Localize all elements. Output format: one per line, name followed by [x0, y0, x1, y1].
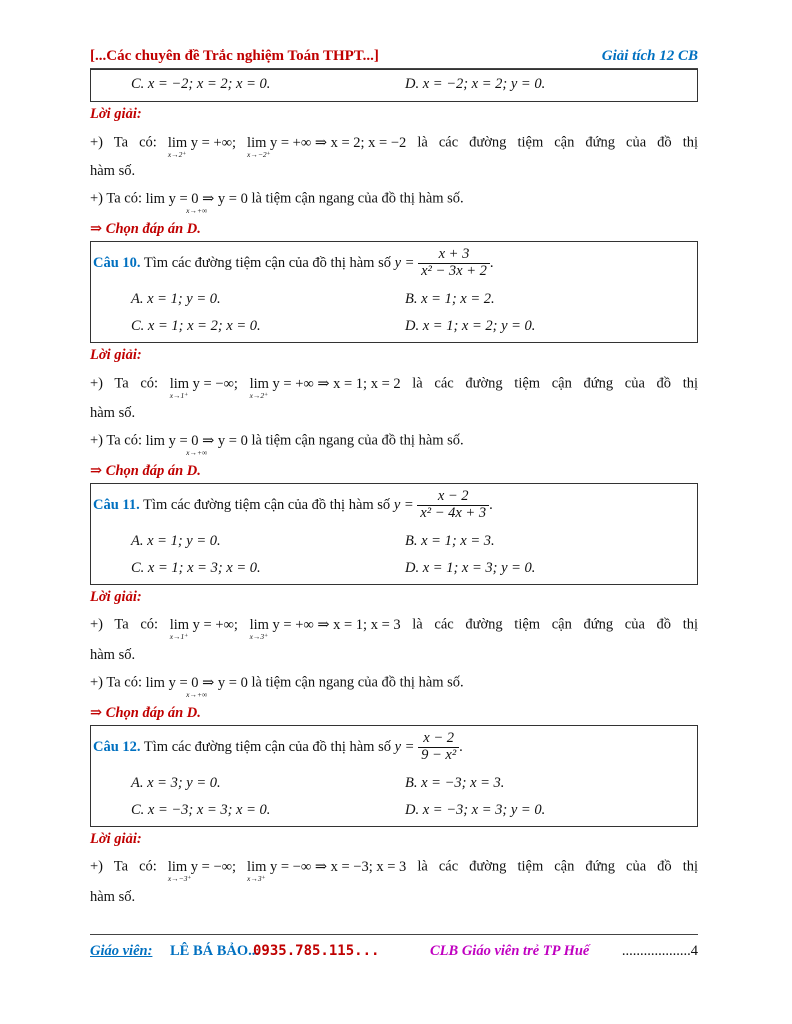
- page-number: ...................4: [621, 943, 698, 959]
- limit-sub: x→−2⁺: [247, 149, 271, 159]
- solution-line: [90, 430, 698, 457]
- question-text: Tìm các đường tiệm cận của đồ thị hàm số: [143, 738, 391, 755]
- solution-heading: Lời giải:: [90, 831, 142, 847]
- denominator: x² − 4x + 3: [420, 504, 487, 521]
- function-lhs: y =: [394, 254, 415, 271]
- limit: [170, 618, 238, 640]
- limit: [146, 676, 248, 698]
- limit-expr: lim y = +∞ ⇒ x = 1; x = 2: [249, 376, 401, 392]
- text: +) Ta có:: [90, 375, 159, 392]
- text: +) Ta có:: [90, 674, 142, 691]
- answer-choice: ⇒ Chọn đáp án D.: [90, 463, 201, 479]
- question-stem: Câu 10. Tìm các đường tiệm cận của đồ thị hàm số y = $\frac{x + 3}{\text{x² − 3x + 2}}$ .: [93, 246, 494, 279]
- text: là tiệm cận ngang của đồ thị hàm số.: [251, 432, 464, 449]
- solution-line: [90, 132, 699, 159]
- limit: [168, 860, 236, 882]
- denominator: 9 − x²: [421, 746, 457, 763]
- footer-club: CLB Giáo viên trẻ TP Huế: [430, 943, 590, 959]
- numerator: x − 2: [418, 731, 459, 748]
- limit: [250, 377, 401, 399]
- option-d: D. x = 1; x = 3; y = 0.: [405, 560, 536, 576]
- text: +) Ta có:: [90, 858, 157, 875]
- text: +) Ta có:: [90, 432, 142, 449]
- question-text: Tìm các đường tiệm cận của đồ thị hàm số: [143, 254, 391, 271]
- limit-sub: x→3⁺: [247, 873, 266, 883]
- solution-line: [90, 188, 698, 215]
- option-d: D. x = 1; x = 2; y = 0.: [405, 318, 536, 334]
- answer-choice: ⇒ Chọn đáp án D.: [90, 221, 201, 237]
- denominator: x² − 3x + 2: [421, 262, 487, 279]
- footer-teacher-label: Giáo viên:: [90, 943, 153, 959]
- option-a: A. x = 1; y = 0.: [131, 533, 221, 549]
- solution-line: [90, 856, 699, 883]
- solution-heading: Lời giải:: [90, 589, 142, 605]
- text: là các đường tiệm cận đứng của đồ thị: [412, 616, 699, 633]
- question-label: Câu 10.: [93, 254, 141, 271]
- page-header: [90, 46, 698, 69]
- function-lhs: y =: [394, 738, 415, 755]
- limit-sub: x→3⁺: [249, 631, 269, 641]
- limit-expr: lim y = +∞;: [167, 135, 237, 151]
- solution-line: hàm số.: [90, 405, 136, 421]
- limit-expr: lim y = −∞;: [167, 859, 237, 875]
- limit-sub: x→+∞: [186, 447, 208, 457]
- limit-expr: lim y = +∞ ⇒ x = 1; x = 3: [249, 617, 401, 633]
- page-footer: [90, 934, 698, 965]
- limit-expr: lim y = −∞ ⇒ x = −3; x = 3: [247, 859, 407, 875]
- solution-heading: Lời giải:: [90, 347, 142, 363]
- text: là các đường tiệm cận đứng của đồ thị: [417, 134, 699, 151]
- option-c: C. x = 1; x = 2; x = 0.: [131, 318, 261, 334]
- option-a: A. x = 3; y = 0.: [131, 775, 221, 791]
- option-b: B. x = 1; x = 2.: [405, 291, 495, 307]
- question-10-box: [90, 241, 698, 343]
- limit-expr: lim y = +∞;: [169, 617, 238, 633]
- limit-expr: lim y = +∞ ⇒ x = 2; x = −2: [247, 135, 407, 151]
- function-fraction: [418, 247, 490, 280]
- option-a: A. x = 1; y = 0.: [131, 291, 221, 307]
- option-c: C. x = −2; x = 2; x = 0.: [131, 76, 271, 92]
- option-b: B. x = −3; x = 3.: [405, 775, 505, 791]
- limit-sub: x→+∞: [186, 205, 208, 215]
- text: là tiệm cận ngang của đồ thị hàm số.: [251, 190, 464, 207]
- limit: [146, 434, 248, 456]
- option-c: C. x = 1; x = 3; x = 0.: [131, 560, 261, 576]
- solution-line: hàm số.: [90, 647, 136, 663]
- question-12-box: [90, 725, 698, 827]
- limit-sub: x→1⁺: [169, 390, 189, 400]
- option-c: C. x = −3; x = 3; x = 0.: [131, 802, 271, 818]
- text: +) Ta có:: [90, 616, 159, 633]
- header-subject: Giải tích 12 CB: [601, 48, 698, 64]
- limit-sub: x→−3⁺: [167, 873, 192, 883]
- function-fraction: [418, 731, 459, 764]
- option-d: D. x = −2; x = 2; y = 0.: [405, 76, 546, 92]
- limit: [168, 136, 236, 158]
- solution-line: [90, 672, 698, 699]
- limit-sub: x→1⁺: [169, 631, 189, 641]
- footer-teacher-name: LÊ BÁ BẢO...: [170, 943, 260, 959]
- limit-expr: lim y = 0 ⇒ y = 0: [145, 433, 248, 449]
- option-b: B. x = 1; x = 3.: [405, 533, 495, 549]
- limit-sub: x→2⁺: [167, 149, 187, 159]
- text: +) Ta có:: [90, 190, 142, 207]
- limit-sub: x→+∞: [186, 689, 208, 699]
- limit: [170, 377, 238, 399]
- question-9-box: [90, 69, 698, 102]
- solution-line: hàm số.: [90, 889, 136, 905]
- option-d: D. x = −3; x = 3; y = 0.: [405, 802, 546, 818]
- solution-line: [90, 373, 699, 400]
- limit: [250, 618, 401, 640]
- question-stem: Câu 12. Tìm các đường tiệm cận của đồ thị hàm số y = $\frac{x - 2}{\text{9 − x²}}$ .: [93, 730, 463, 763]
- limit-expr: lim y = 0 ⇒ y = 0: [145, 675, 248, 691]
- numerator: x − 2: [417, 489, 489, 506]
- question-label: Câu 12.: [93, 738, 141, 755]
- question-text: Tìm các đường tiệm cận của đồ thị hàm số: [143, 496, 391, 513]
- function-lhs: y =: [393, 496, 414, 513]
- solution-heading: Lời giải:: [90, 106, 142, 122]
- function-fraction: [417, 489, 489, 522]
- text: +) Ta có:: [90, 134, 157, 151]
- limit-sub: x→2⁺: [249, 390, 269, 400]
- question-stem: Câu 11. Tìm các đường tiệm cận của đồ thị hàm số y = $\frac{x - 2}{\text{x² − 4x + 3}}$ .: [93, 488, 493, 521]
- limit-expr: lim y = 0 ⇒ y = 0: [145, 191, 248, 207]
- question-label: Câu 11.: [93, 496, 140, 513]
- question-11-box: [90, 483, 698, 585]
- limit: [146, 192, 248, 214]
- text: là các đường tiệm cận đứng của đồ thị: [417, 858, 699, 875]
- numerator: x + 3: [418, 247, 490, 264]
- solution-line: hàm số.: [90, 163, 136, 179]
- text: là các đường tiệm cận đứng của đồ thị: [412, 375, 699, 392]
- answer-choice: ⇒ Chọn đáp án D.: [90, 705, 201, 721]
- limit: [247, 136, 406, 158]
- footer-phone: 0935.785.115...: [253, 943, 380, 959]
- limit: [247, 860, 406, 882]
- text: là tiệm cận ngang của đồ thị hàm số.: [251, 674, 464, 691]
- header-title: [...Các chuyên đề Trắc nghiệm Toán THPT...]: [90, 48, 379, 64]
- solution-line: [90, 614, 699, 641]
- limit-expr: lim y = −∞;: [169, 376, 238, 392]
